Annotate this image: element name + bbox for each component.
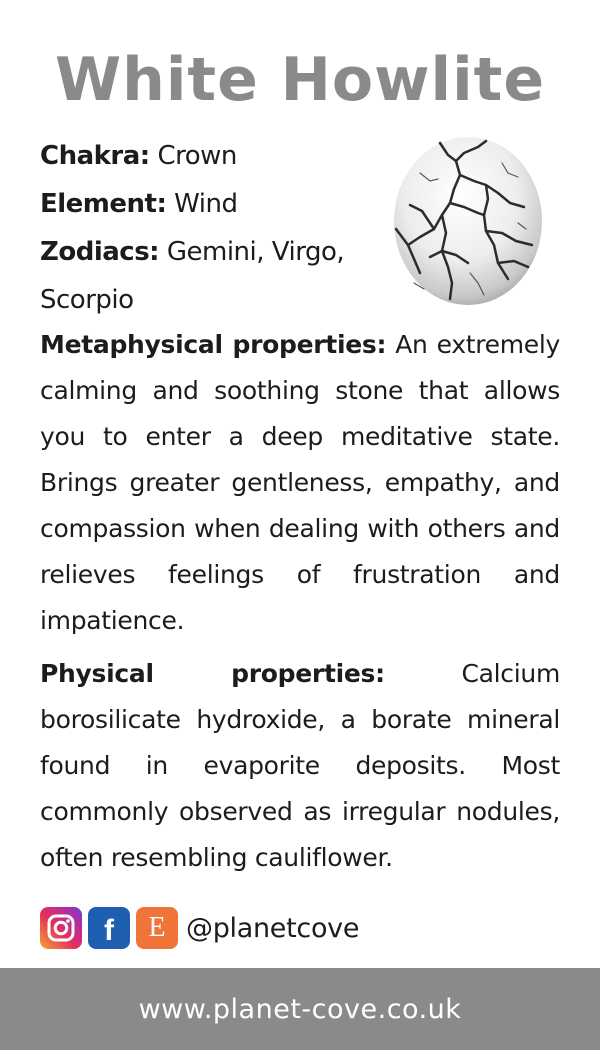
element-row [40,180,370,228]
zodiacs-row [40,228,370,324]
facebook-glyph: f [104,914,114,947]
social-links [40,906,359,950]
metaphysical-properties [40,322,560,644]
instagram-icon[interactable] [40,907,82,949]
physical-label: Physical properties: [40,659,385,688]
social-handle[interactable]: @planetcove [186,912,360,944]
chakra-value: Crown [157,141,237,171]
footer-bar [0,968,600,1050]
metaphysical-text: An extremely calming and soothing stone that allows you to enter a deep meditative state. Brings greater gentleness, empathy, and compassion when dealing with others and relieves feelings of frustration and impatience. [40,330,560,635]
howlite-stone-image [390,133,545,308]
physical-text: Calcium borosilicate hydroxide, a borate mineral found in evaporite deposits. Most commonly observed as irregular nodules, often resembling cauliflower. [40,659,560,872]
etsy-icon[interactable] [136,907,178,949]
zodiacs-label: Zodiacs: [40,237,160,267]
chakra-row [40,132,370,180]
element-value: Wind [174,189,238,219]
attributes-block [40,132,370,324]
element-label: Element: [40,189,167,219]
zodiacs-value: Gemini, Virgo, Scorpio [40,237,345,315]
etsy-glyph: E [148,912,166,943]
page-title: White Howlite [54,45,546,115]
website-link[interactable]: www.planet-cove.co.uk [138,993,462,1025]
physical-properties [40,651,560,881]
chakra-label: Chakra: [40,141,150,171]
facebook-icon[interactable] [88,907,130,949]
metaphysical-label: Metaphysical properties: [40,330,387,359]
